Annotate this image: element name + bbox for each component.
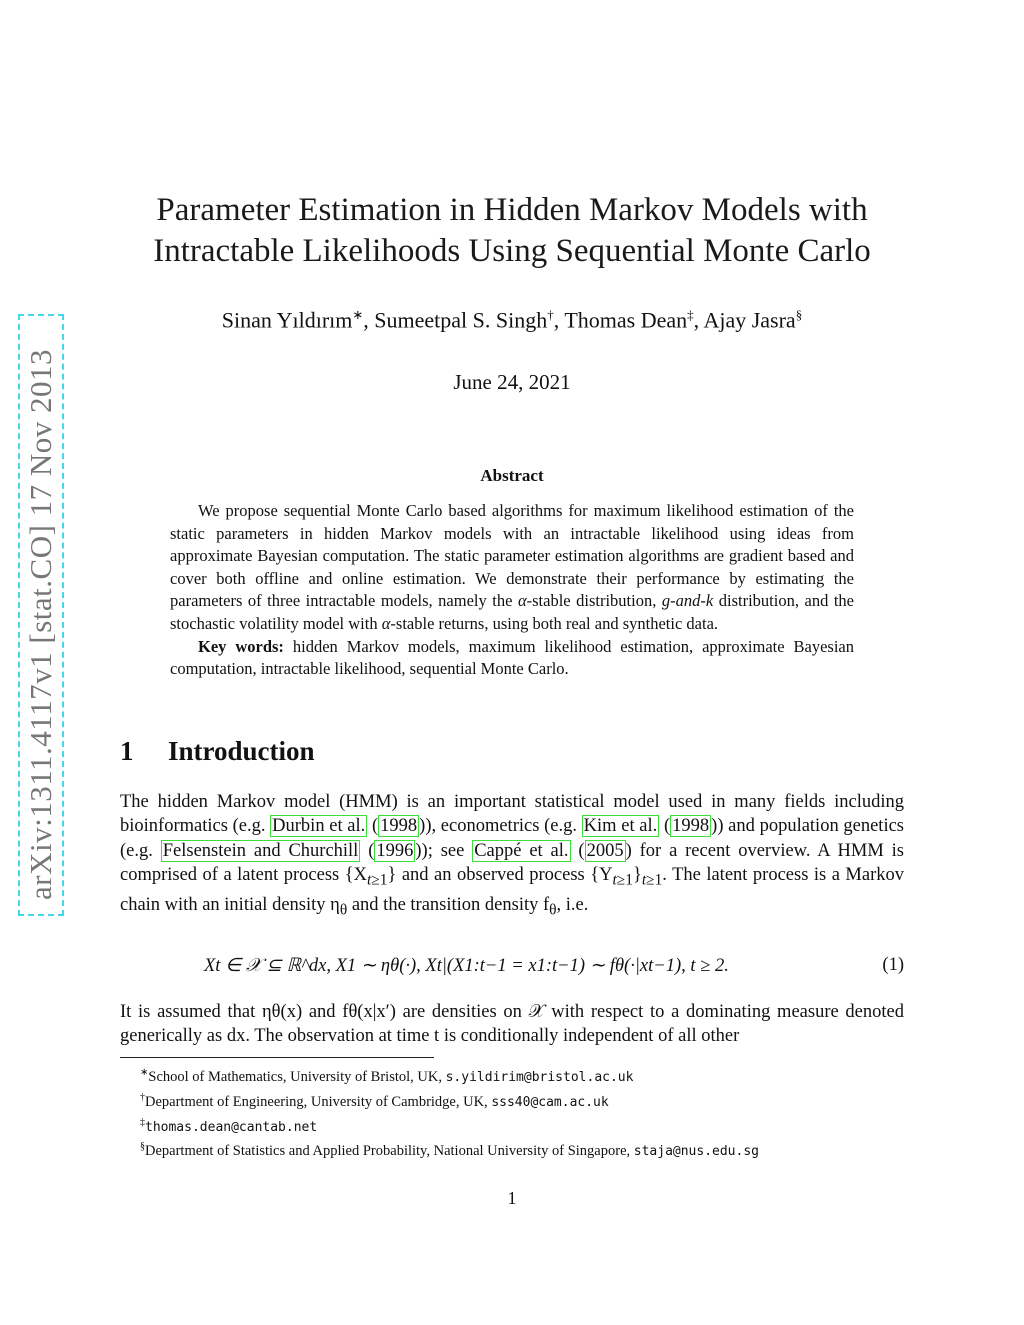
body-text: ) and population genetics (e.g. [120, 816, 904, 861]
body-text: ), econometrics (e.g. [425, 816, 582, 837]
abstract-text: distribution, and the stochastic volatility model with [170, 591, 855, 633]
footnote-text: Department of Statistics and Applied Probability, National University of Singapore, [145, 1143, 634, 1160]
section-number: 1 [120, 736, 134, 766]
author-footnote-mark[interactable]: † [547, 307, 554, 322]
citation-year-link[interactable]: 1996 [376, 840, 414, 861]
citation-year-link[interactable]: 1998 [380, 816, 418, 837]
g-and-k-term: g-and-k [661, 591, 714, 611]
abstract-heading: Abstract [480, 466, 544, 485]
footnote-text: Department of Engineering, University of Cambridge, UK, [145, 1093, 492, 1110]
equation-1 [120, 955, 904, 983]
citation-link[interactable]: Felsenstein and Churchill [162, 840, 359, 861]
author-name: Ajay Jasra [703, 307, 796, 333]
footnote-item [140, 1137, 910, 1162]
post-equation-paragraph: It is assumed that ηθ(x) and fθ(x|x′) are densities on 𝒳 with respect to a dominating measure denoted generically as dx. The observation at time t is conditionally independent of all other [120, 1002, 904, 1047]
footnote-item [140, 1088, 910, 1113]
citation-link[interactable]: Kim et al. [583, 816, 658, 837]
abstract-text: We propose sequential Monte Carlo based algorithms for maximum likelihood estimation of the static parameters in hidden Markov models with an intractable likelihood using ideas from approximate Bayesian computation. The static parameter estimation algorithms are gradient based and cover both offline and online estimation. We demonstrate their performance by estimating the parameters of three intractable models, namely the [170, 501, 854, 611]
equation-body: Xt ∈ 𝒳 ⊆ ℝ^dx, X1 ∼ ηθ(·), Xt|(X1:t−1 = x1:t−1) ∼ fθ(·|xt−1), t ≥ 2. [204, 956, 729, 976]
body-text: } [632, 864, 642, 885]
body-text: )); see [415, 840, 473, 861]
keywords-text: hidden Markov models, maximum likelihood estimation, approximate Bayesian computation, intractable likelihood, sequential Monte Carlo. [170, 636, 854, 679]
body-text: and the transition density f [347, 894, 550, 915]
abstract-text: -stable returns, using both real and synthetic data. [390, 613, 719, 633]
author-name: Sinan Yıldırım [221, 307, 353, 333]
body-text: ) for a recent overview. A HMM is comprised of a latent process {X [120, 840, 904, 885]
author-name: Sumeetpal S. Singh [374, 307, 548, 333]
footnote-divider [120, 1057, 434, 1058]
section-heading [120, 736, 904, 767]
title-line-1: Parameter Estimation in Hidden Markov Models with [156, 192, 868, 228]
equation-number: (1) [882, 955, 904, 975]
alpha-symbol: α [381, 613, 391, 633]
intro-paragraph: The hidden Markov model (HMM) is an important statistical model used in many fields including bioinformatics (e.g. Durbin et al. ( 1998 )), econometrics (e.g. Kim et al. ( 1998 )) and population genetics (e.g. Felsenstein and Churchill ( 1996 )); see Cappé et al. ( 2005 ) for a recent overview. A HMM is comprised of a latent process $\{X_{t\ge 1}\}$ and an observed process $\{Y_{t\ge 1}\}_{t\ge 1}$. The latent process is a Markov chain with an initial density $\eta_\theta$ and the transition density $f_\theta$, i.e. [120, 792, 905, 919]
footnote-text: School of Mathematics, University of Bristol, UK, [148, 1068, 446, 1085]
citation-year-link[interactable]: 1998 [672, 816, 710, 837]
footnote-mark: † [140, 1091, 145, 1103]
body-text: . The latent process is a Markov chain with an initial density η [120, 864, 905, 915]
keywords-paragraph [170, 636, 854, 681]
abstract-paragraph [170, 500, 854, 636]
footnote-email[interactable]: staja@nus.edu.sg [633, 1144, 759, 1160]
author-name: Thomas Dean [564, 307, 688, 333]
footnote-item [140, 1113, 910, 1138]
footnote-email[interactable]: s.yildirim@bristol.ac.uk [445, 1069, 634, 1085]
footnote-mark: § [140, 1141, 145, 1153]
citation-link[interactable]: Durbin et al. [272, 816, 366, 837]
body-text: , i.e. [556, 894, 589, 915]
author-footnote-mark[interactable]: ∗ [352, 307, 364, 322]
footnote-item [140, 1063, 910, 1088]
keywords-label: Key words: [198, 636, 284, 656]
footnotes [140, 1063, 910, 1162]
alpha-symbol: α [517, 591, 527, 611]
footnote-mark: ∗ [140, 1067, 149, 1078]
footnote-email[interactable]: thomas.dean@cantab.net [145, 1119, 318, 1135]
body-text: } and an observed process {Y [387, 864, 613, 885]
arxiv-identifier[interactable]: arXiv:1311.4117v1 [stat.CO] 17 Nov 2013 [23, 348, 58, 900]
citation-link[interactable]: Cappé et al. [474, 840, 569, 861]
section-title: Introduction [168, 736, 315, 766]
footnote-mark: ‡ [140, 1116, 145, 1128]
paper-title [120, 190, 904, 272]
abstract-text: -stable distribution, [526, 591, 662, 611]
abstract-body [170, 500, 854, 681]
footnote-email[interactable]: sss40@cam.ac.uk [491, 1094, 609, 1110]
page-number: 1 [507, 1188, 517, 1208]
title-line-2: Intractable Likelihoods Using Sequential Monte Carlo [153, 233, 871, 269]
author-footnote-mark[interactable]: § [795, 307, 803, 322]
body-text: The hidden Markov model (HMM) is an important statistical model used in many fields including bioinformatics (e.g. [120, 792, 904, 837]
author-list: Sinan Yıldırım∗, Sumeetpal S. Singh†, Thomas Dean‡, Ajay Jasra§ [221, 307, 803, 333]
author-footnote-mark[interactable]: ‡ [687, 307, 694, 322]
paper-date: June 24, 2021 [453, 370, 571, 394]
citation-year-link[interactable]: 2005 [586, 840, 624, 861]
